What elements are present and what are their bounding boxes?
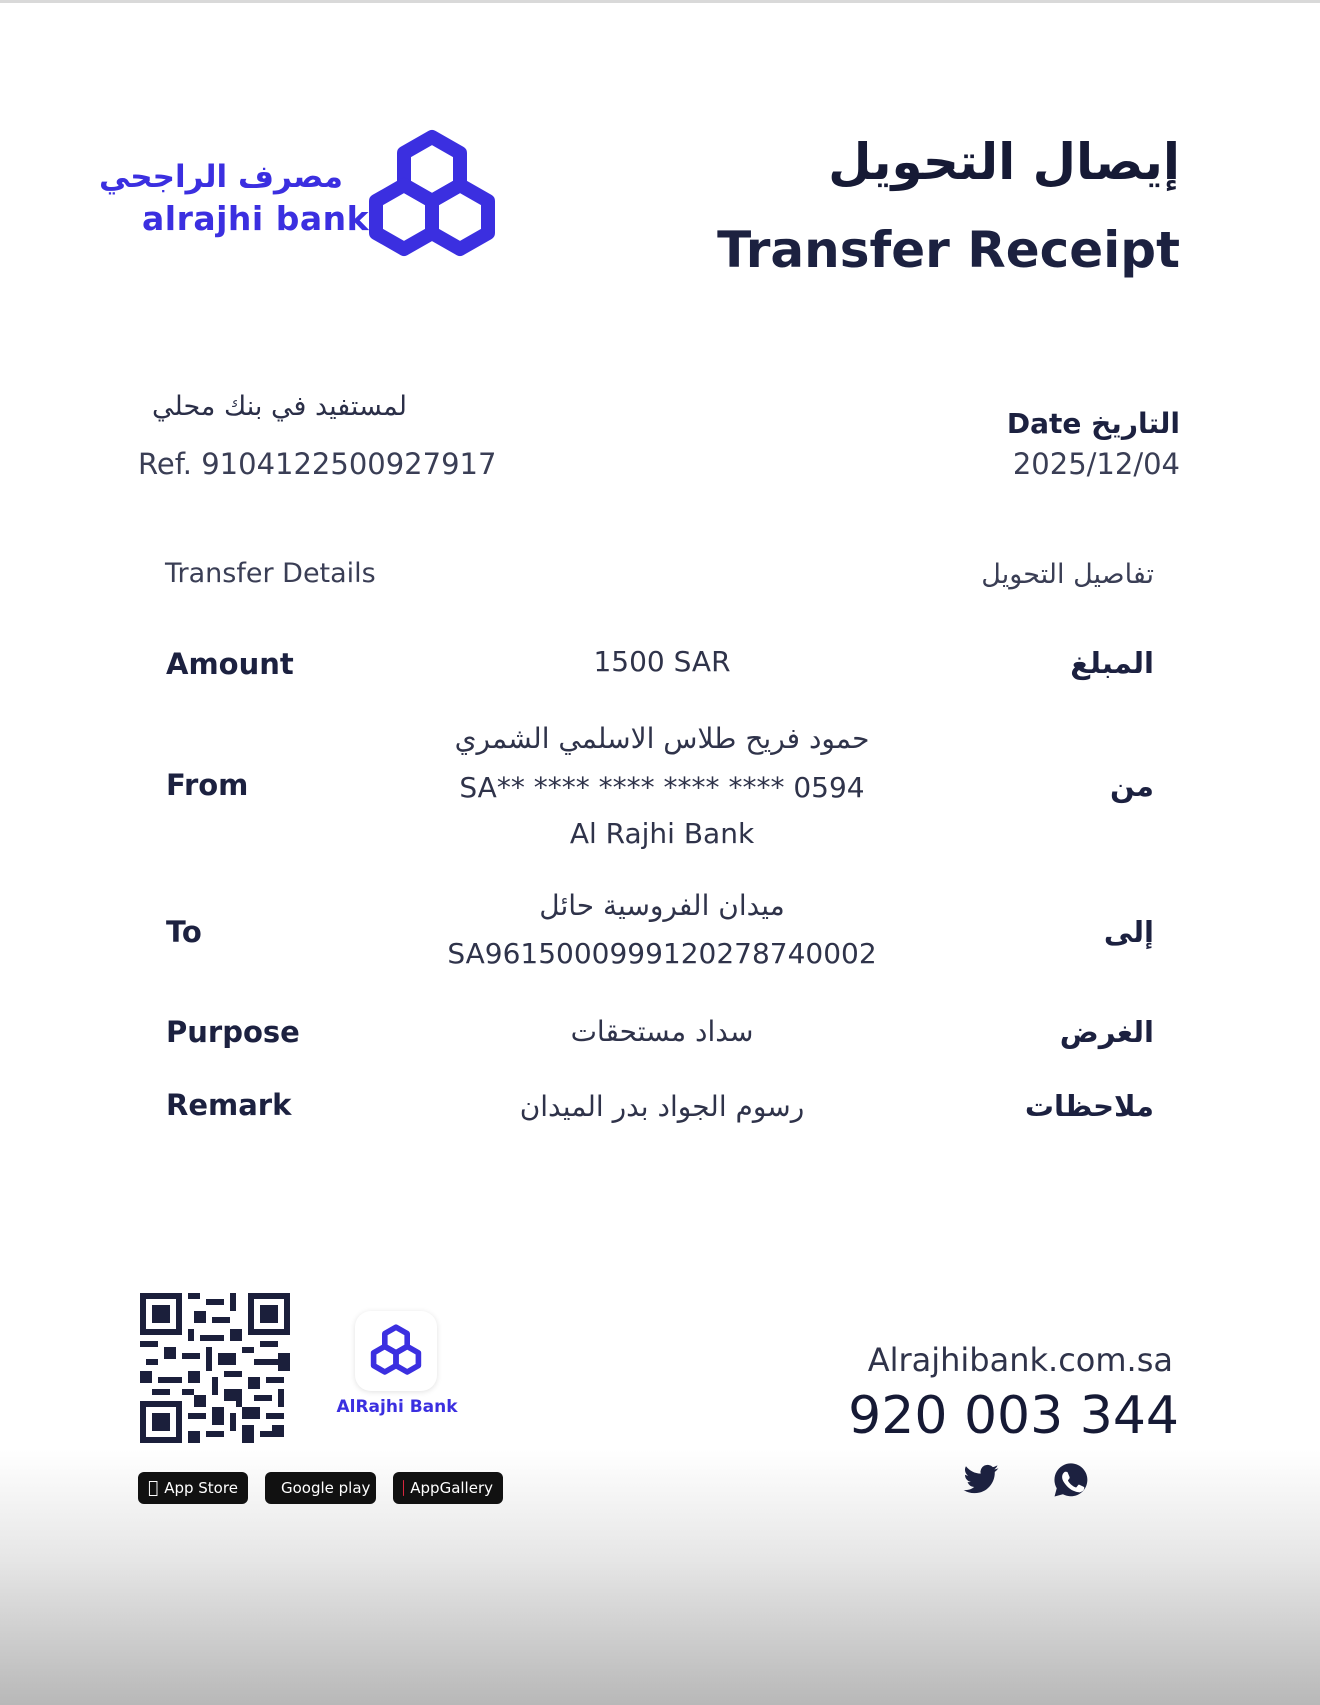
apple-icon (148, 1478, 158, 1498)
twitter-icon[interactable] (962, 1461, 1000, 1499)
app-name: AlRajhi Bank (336, 1397, 458, 1417)
to-label-arabic: إلى (1103, 915, 1154, 949)
app-store-label: App Store (154, 1479, 228, 1497)
transfer-details-heading-arabic: تفاصيل التحويل (981, 559, 1154, 590)
purpose-label: Purpose (166, 1015, 300, 1049)
sender-bank: Al Rajhi Bank (569, 817, 755, 850)
recipient-name: ميدان الفروسية حائل (539, 889, 785, 922)
whatsapp-icon[interactable] (1052, 1461, 1090, 1499)
bank-logo-english: alrajhi bank (142, 199, 370, 238)
recipient-iban: SA9615000999120278740002 (447, 937, 877, 970)
reference-number: Ref. 9104122500927917 (138, 447, 497, 481)
alrajhi-app-icon (368, 1322, 424, 1378)
phone-number[interactable]: 920 003 344 (848, 1386, 1179, 1446)
bank-logo-arabic: مصرف الراجحي (98, 159, 343, 195)
remark-label: Remark (166, 1088, 292, 1122)
to-label: To (166, 915, 202, 949)
app-store-badge[interactable] (138, 1472, 248, 1504)
purpose-label-arabic: الغرض (1059, 1015, 1154, 1049)
date-label: Date التاريخ (1006, 407, 1180, 440)
beneficiary-type: لمستفيد في بنك محلي (152, 391, 407, 422)
from-label-arabic: من (1109, 769, 1154, 803)
amount-value: 1500 SAR (593, 645, 731, 678)
website-link[interactable]: Alrajhibank.com.sa (867, 1341, 1173, 1379)
remark-value: رسوم الجواد بدر الميدان (519, 1090, 805, 1123)
app-icon-tile (355, 1311, 437, 1391)
app-gallery-badge[interactable] (393, 1472, 503, 1504)
amount-label-arabic: المبلغ (1070, 646, 1154, 680)
amount-label: Amount (166, 647, 294, 681)
sender-account: SA** **** **** **** **** 0594 (459, 771, 865, 804)
google-play-badge[interactable] (265, 1472, 376, 1504)
huawei-icon (403, 1480, 404, 1496)
receipt-title: Transfer Receipt (717, 221, 1180, 279)
receipt-title-arabic: إيصال التحويل (828, 133, 1180, 191)
purpose-value: سداد مستحقات (570, 1015, 754, 1048)
app-gallery-label: AppGallery (410, 1479, 493, 1497)
remark-label-arabic: ملاحظات (1024, 1089, 1154, 1123)
google-play-label: Google play (281, 1479, 371, 1497)
alrajhi-logo-icon (362, 127, 502, 261)
sender-name: حمود فريح طلاس الاسلمي الشمري (454, 722, 870, 755)
transfer-details-heading: Transfer Details (165, 558, 376, 589)
qr-code-icon (140, 1293, 290, 1443)
from-label: From (166, 768, 249, 802)
date-value: 2025/12/04 (1012, 447, 1180, 481)
